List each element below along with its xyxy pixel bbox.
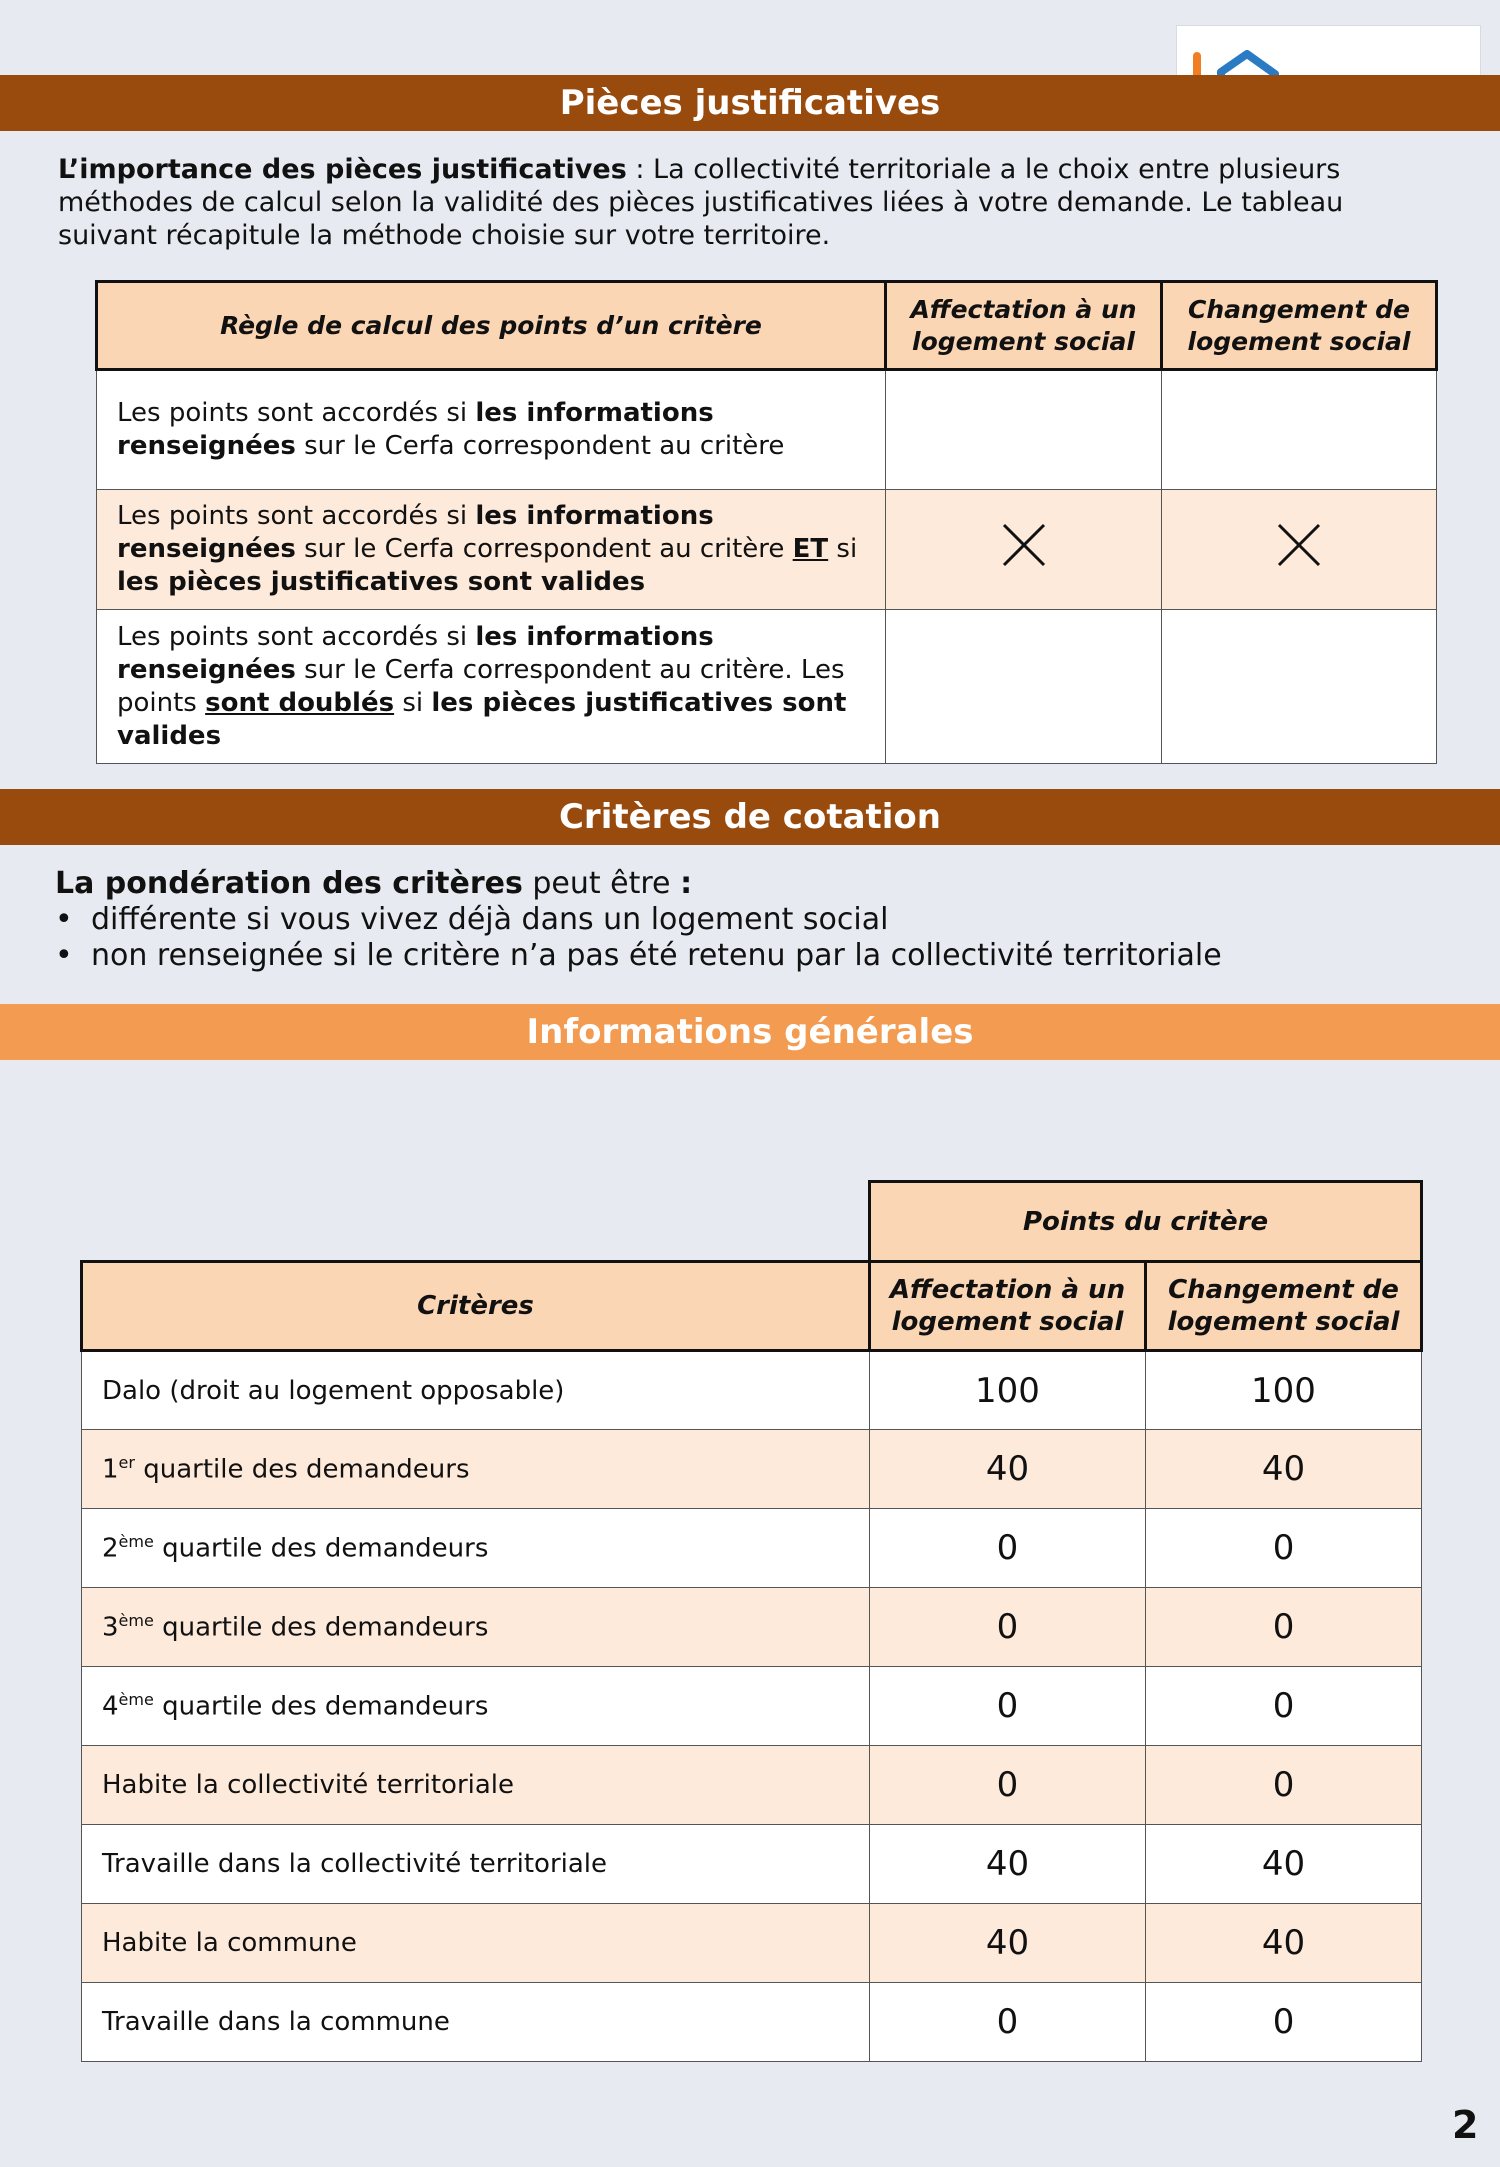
changement-value: 100 <box>1146 1351 1422 1430</box>
criterion-text: 3 <box>102 1612 119 1643</box>
affectation-value: 40 <box>870 1430 1146 1509</box>
affectation-cell <box>886 490 1162 610</box>
criterion-label <box>82 1351 870 1430</box>
calc-rules-table <box>95 280 1438 764</box>
rule-text: sur le Cerfa correspondent au critère <box>295 534 793 564</box>
rule-cell <box>97 370 886 490</box>
section-title-criteres: Critères de cotation <box>558 797 941 837</box>
affectation-value: 0 <box>870 1746 1146 1825</box>
changement-value: 40 <box>1146 1904 1422 1983</box>
table-row <box>82 1825 1422 1904</box>
rule-text-doubled: sont doublés <box>205 687 395 718</box>
header-rule: Règle de calcul des points d’un critère <box>97 282 886 370</box>
affectation-cell <box>886 610 1162 764</box>
criteria-lead-bold: La pondération des critères <box>55 866 523 901</box>
changement-value: 0 <box>1146 1983 1422 2062</box>
table-row <box>82 1667 1422 1746</box>
table-row <box>82 1351 1422 1430</box>
table-row <box>82 1983 1422 2062</box>
affectation-value: 40 <box>870 1904 1146 1983</box>
changement-value: 0 <box>1146 1588 1422 1667</box>
criterion-text: 4 <box>102 1691 119 1722</box>
criterion-sup: ème <box>118 1690 154 1710</box>
cross-mark-icon <box>1277 523 1321 567</box>
affectation-value: 40 <box>870 1825 1146 1904</box>
criterion-text: Dalo (droit au logement opposable) <box>102 1375 565 1406</box>
criterion-text: 2 <box>102 1533 119 1564</box>
table-row <box>82 1746 1422 1825</box>
criteria-points-table <box>80 1180 1423 2062</box>
affectation-value: 0 <box>870 1588 1146 1667</box>
criterion-label <box>82 1509 870 1588</box>
table-row <box>97 610 1437 764</box>
rule-cell <box>97 490 886 610</box>
rule-text: Les points sont accordés si <box>117 398 476 428</box>
section-band-infos <box>0 1004 1500 1060</box>
rule-text-bold: les pièces justificatives sont valides <box>117 687 847 751</box>
criteria-lead-rest: peut être <box>522 866 681 901</box>
table-row <box>82 1509 1422 1588</box>
changement-cell <box>1162 490 1437 610</box>
table-row <box>82 1588 1422 1667</box>
rule-text: Les points sont accordés si <box>117 501 476 531</box>
empty-corner <box>82 1182 870 1262</box>
rule-text: sur le Cerfa correspondent au critère <box>295 431 785 461</box>
affectation-value: 0 <box>870 1509 1146 1588</box>
affectation-value: 0 <box>870 1667 1146 1746</box>
header-points-group: Points du critère <box>870 1182 1422 1262</box>
intro-bold: L’importance des pièces justificatives <box>58 154 627 185</box>
rule-cell <box>97 610 886 764</box>
criterion-text: quartile des demandeurs <box>153 1612 489 1643</box>
section-band-pieces <box>0 75 1500 131</box>
criterion-label <box>82 1430 870 1509</box>
changement-value: 0 <box>1146 1746 1422 1825</box>
criterion-label <box>82 1667 870 1746</box>
rule-text-bold: les informations renseignées <box>117 501 714 564</box>
criterion-text: Habite la collectivité territoriale <box>102 1770 515 1800</box>
changement-value: 0 <box>1146 1509 1422 1588</box>
list-item: • différente si vous vivez déjà dans un logement social <box>55 902 1455 938</box>
criterion-label <box>82 1983 870 2062</box>
affectation-cell <box>886 370 1162 490</box>
section-band-criteres <box>0 789 1500 845</box>
cross-mark-icon <box>1002 523 1046 567</box>
criterion-label <box>82 1588 870 1667</box>
changement-value: 40 <box>1146 1825 1422 1904</box>
page-number: 2 <box>1452 2103 1479 2147</box>
criteria-lead-colon: : <box>680 866 693 901</box>
criterion-label <box>82 1825 870 1904</box>
affectation-value: 100 <box>870 1351 1146 1430</box>
rule-text: Les points sont accordés si <box>117 621 476 652</box>
criteria-bullets <box>55 902 1455 974</box>
criterion-text: Travaille dans la collectivité territoriale <box>102 1849 608 1879</box>
header-changement: Changement de logement social <box>1162 282 1437 370</box>
header-criteres: Critères <box>82 1262 870 1351</box>
intro-rest: : La collectivité territoriale a le choix entre plusieurs méthodes de calcul selon la validité des pièces justificatives liées à votre demande. Le tableau suivant récapitule la méthode choisie sur votre territoire. <box>58 154 1344 251</box>
criterion-text: Habite la commune <box>102 1928 357 1958</box>
criteria-lead <box>55 866 1455 902</box>
criterion-sup: er <box>118 1453 135 1473</box>
criteria-intro <box>55 866 1455 974</box>
changement-cell <box>1162 370 1437 490</box>
rule-text-et: ET <box>792 534 829 564</box>
table-row <box>97 490 1437 610</box>
rule-text: sur le Cerfa correspondent au critère. Les points <box>117 654 845 718</box>
criterion-sup: ème <box>118 1532 154 1552</box>
criterion-text: quartile des demandeurs <box>134 1454 470 1485</box>
criterion-label <box>82 1746 870 1825</box>
criterion-text: quartile des demandeurs <box>153 1533 489 1564</box>
section-title-pieces: Pièces justificatives <box>559 83 941 123</box>
rule-text: si <box>828 534 858 564</box>
criterion-label <box>82 1904 870 1983</box>
intro-paragraph <box>58 153 1448 252</box>
affectation-value: 0 <box>870 1983 1146 2062</box>
criterion-sup: ème <box>118 1611 154 1631</box>
header-changement: Changement de logement social <box>1146 1262 1422 1351</box>
table-row <box>82 1430 1422 1509</box>
changement-cell <box>1162 610 1437 764</box>
list-item: • non renseignée si le critère n’a pas été retenu par la collectivité territoriale <box>55 938 1455 974</box>
criterion-text: 1 <box>102 1454 119 1485</box>
section-title-infos: Informations générales <box>526 1012 974 1052</box>
criterion-text: Travaille dans la commune <box>102 2007 450 2037</box>
changement-value: 40 <box>1146 1430 1422 1509</box>
rule-text-bold: les informations renseignées <box>117 621 714 685</box>
header-affectation: Affectation à un logement social <box>886 282 1162 370</box>
criterion-text: quartile des demandeurs <box>153 1691 489 1722</box>
rule-text: si <box>394 687 432 718</box>
rule-text-bold: les informations renseignées <box>117 398 714 461</box>
rule-text-bold: les pièces justificatives sont valides <box>117 567 646 597</box>
table-row <box>82 1904 1422 1983</box>
changement-value: 0 <box>1146 1667 1422 1746</box>
header-affectation: Affectation à un logement social <box>870 1262 1146 1351</box>
table-row <box>97 370 1437 490</box>
